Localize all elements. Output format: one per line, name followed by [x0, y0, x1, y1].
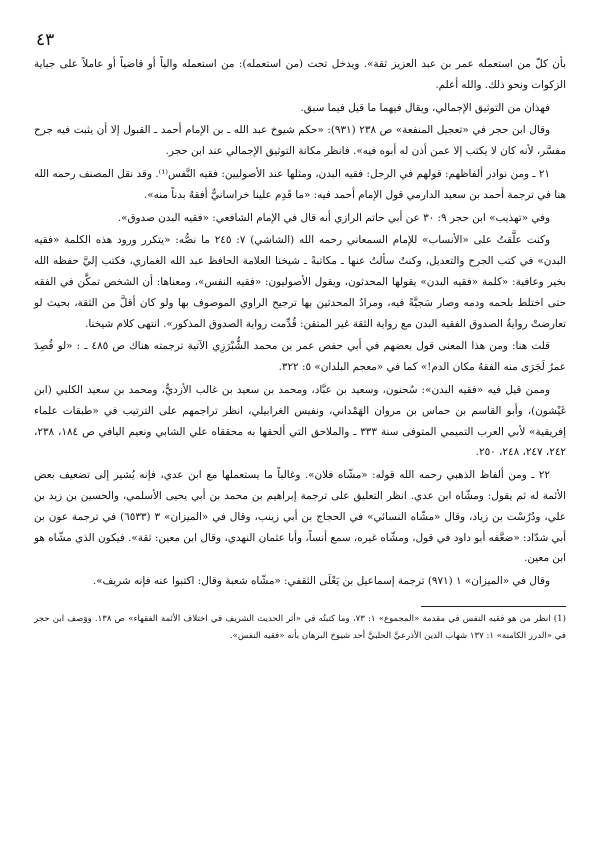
paragraph: ٢٢ ـ ومن ألفاظ الذهبي رحمه الله قوله: «مشّاه فلان». وغالباً ما يستعملها مع ابن عدي، فإنه يُشير إلى تضعيف بعض الأئمة له ثم يقول: ومشّاه ابن عدي. انظر التعليق على ترجمة إبراهيم بن محمد بن أبي يحيى الأسلمي، والحسين بن زيد بن علي، ودُرُسْت بن زياد، وقال «مشّاه النسائي» في الحجاج بن أبي زينب، وقال في «الميزان» ٣ (٦٥٣٣) في ترجمة عون بن أبي شدّاد: «ضعَّفه أبو داود في قول، ومشّاه غيره، سمع أنساً، وأبا عثمان النهدي، وقال ابن معين: ثقة». فيكون الذي مشّاه هو ابن معين. — [34, 469, 566, 565]
footnote-divider — [421, 606, 566, 607]
footnotes — [34, 611, 566, 645]
paragraph: وكنت علَّقتُ على «الأنساب» للإمام السمعاني رحمه الله (الشاشي) ٧: ٢٤٥ ما نصُّه: «يتكرر ورود هذه الكلمة «فقيه البدن» في كتب الجرح والتعديل، وكنتُ سألتُ عنها ـ مكاتبةً ـ شيخنا العلامة الحافظ عبد الله الغماري، فكتب إليَّ حفظه الله بخير وعافية: «كلمة «فقيه البدن» يقولها المحدثون، ويقول الأصوليون: «فقيه النفس»، ومعناها: أن الشخص تمكَّن في الفقه حتى اختلط بلحمه ودمه وصار سَجيَّةً فيه، ومرادُ المحدثين بها ترجيح الراوي الموصوف بها ولو كان أقلَّ من الثقة، بحيث لو تعارضتْ روايةُ الصدوق الفقيه البدن مع رواية الثقة غير المتقن: قُدِّمت رواية الصدوق المذكور». انتهى كلام شيخنا. — [34, 234, 566, 330]
paragraph: ٢١ ـ ومن نوادر ألفاظهم: قولهم في الرجل: فقيه البدن، ومثلها عند الأصوليين: فقيه النَّفس⁽¹⁾. وقد نقل المصنف رحمه الله هنا في ترجمة أحمد بن سعيد الدارمي قول الإمام أحمد فيه: «ما قَدِم علينا خراسانيٌّ أفقهُ بدناً منه». — [34, 167, 566, 201]
paragraph: بأن كلّ من استعمله عمر بن عبد العزيز ثقة». ويدخل تحت (من استعمله): من استعمله والياً أو قاضياً أو عاملاً على جباية الزكوات ونحو ذلك. والله أعلم. — [34, 58, 566, 91]
paragraph: وممن قيل فيه «فقيه البدن»: سُحنون، وسعيد بن عبَّاد، ومحمد بن سعيد بن غالب الأزديُّ، ومحمد بن سعيد الكلبي (ابن غَيْشون)، وأبو القاسم بن حماس بن مروان الهَمْداني، ونفيس الغرابيلي، انظر تراجمهم على الترتيب في «طبقات علماء إفريقية» لأبي العرب التميمي المتوفى سنة ٣٣٣ ـ والملاحق التي ألحقها به محققاه علي الشابي ونعيم اليافي ص ١٨٤، ٢٣٨، ٢٤٢، ٢٤٧، ٢٤٨، ٢٥٠. — [34, 383, 566, 459]
paragraph: وقال في «الميزان» ١ (٩٧١) ترجمة إسماعيل بن يَعْلَى الثقفي: «مشّاه شعبة وقال: اكتبوا عنه فإنه شريف». — [92, 575, 550, 588]
main-text — [34, 54, 566, 592]
paragraph: قلت هنا: ومن هذا المعنى قول بعضهم في أبي حفص عمر بن محمد الشُّبْرَزِي الآتية ترجمته هناك ص ٤٨٥ ـ : «لو قُصِدَ عمرُ لَجَرَى منه الفقهُ مكان الدم!» كما في «معجم البلدان» ٥: ٣٢٢. — [34, 340, 566, 374]
footnote: (1) انظر من هو فقيه النفس في مقدمة «المجموع» ١: ٧٣، وما كتبتُه في «أثر الحديث الشريف في اختلاف الأئمة الفقهاء» ص ١٣٨. ووَصف ابن حجر في «الدرر الكامنة» ١: ١٣٧ شهاب الدين الأذرعيَّ الحلبيَّ أحد شيوخ البرهان بأنه «فقيه النفس». — [34, 613, 566, 641]
page-number: ٤٣ — [36, 30, 55, 50]
paragraph: فهذان من التوثيق الإجمالي، ويقال فيهما ما قيل فيما سبق. — [300, 101, 550, 114]
paragraph: وقال ابن حجر في «تعجيل المنفعة» ص ٢٣٨ (٩٣١): «حكم شيوخ عبد الله ـ بن الإمام أحمد ـ القبول إلا أن يثبت فيه جرح مفسَّر، لأنه كان لا يكتب إلا عمن أذن له أبوه فيه». فانظر مكانة التوثيق الإجمالي عند ابن حجر. — [34, 124, 566, 158]
paragraph: وفي «تهذيب» ابن حجر ٩: ٣٠ عن أبي حاتم الرازي أنه قال في الإمام الشافعي: «فقيه البدن صدوق». — [117, 211, 550, 224]
